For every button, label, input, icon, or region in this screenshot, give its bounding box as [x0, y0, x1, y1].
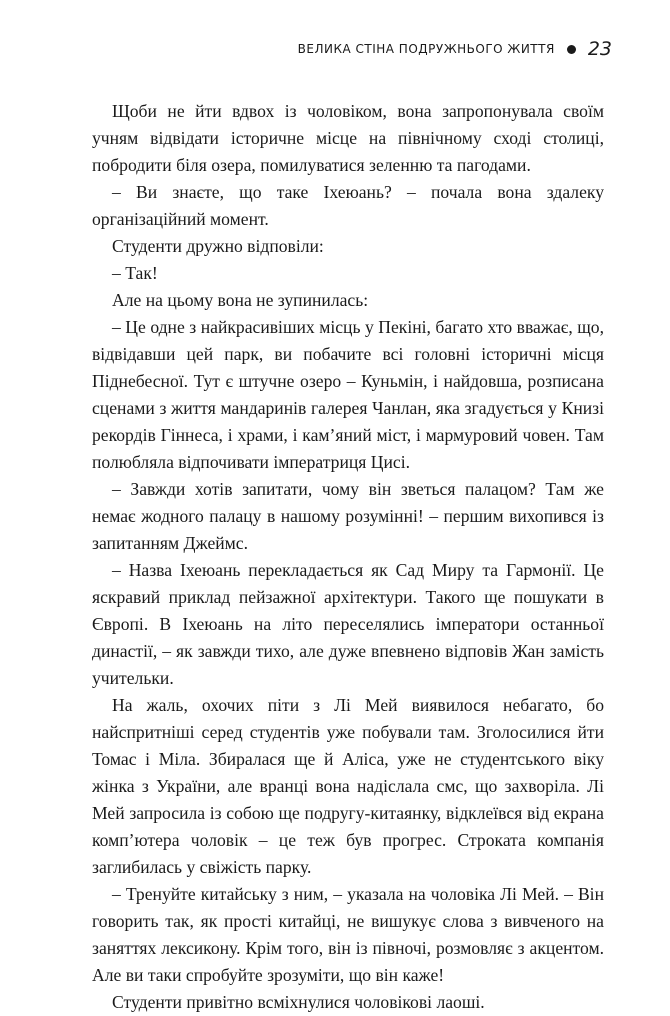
running-title: ВЕЛИКА СТІНА ПОДРУЖНЬОГО ЖИТТЯ [297, 42, 555, 56]
paragraph: – Ви знаєте, що таке Іхеюань? – почала вона здалеку організаційний момент. [92, 182, 604, 229]
paragraph: Студенти дружно відповіли: [112, 236, 324, 256]
paragraph: – Завжди хотів запитати, чому він зветься палацом? Там же немає жодного палацу в нашому розумінні! – першим вихопився із запитанням Джеймс. [92, 479, 604, 553]
paragraph: Щоби не йти вдвох із чоловіком, вона запропонувала своїм учням відвідати історичне місце на північному сході столиці, побродити біля озера, помилуватися зеленню та пагодами. [92, 101, 604, 175]
paragraph: – Так! [112, 263, 158, 283]
paragraph: – Тренуйте китайську з ним, – указала на чоловіка Лі Мей. – Він говорить так, як прості китайці, не вишукує слова з вивченого на заняттях лексикону. Крім того, він із півночі, розмовляє з акцентом. Але ви таки спробуйте зрозуміти, що він каже! [92, 884, 604, 985]
paragraph: – Назва Іхеюань перекладається як Сад Миру та Гармонії. Це яскравий приклад пейзажної архітектури. Такого ще пошукати в Європі. В Іхеюань на літо переселялись імператори останньої династії, – як завжди тихо, але дуже впевнено відповів Жан замість учительки. [92, 560, 604, 688]
paragraph: Але на цьому вона не зупинилась: [112, 290, 369, 310]
paragraph: Студенти привітно всміхнулися чоловікові лаоші. [112, 992, 485, 1012]
page-number: 23 [587, 38, 612, 60]
paragraph: На жаль, охочих піти з Лі Мей виявилося небагато, бо найспритніші серед студентів уже побували там. Зголосилися йти Томас і Міла. Збиралася ще й Аліса, уже не студентського віку жінка з України, але вранці вона надіслала смс, що захворіла. Лі Мей запросила із собою ще подругу-китаянку, відклеївся від екрана комп’ютера чоловік – це теж був прогрес. Строката компанія заглибилась у свіжість парку. [92, 695, 604, 877]
running-head [0, 38, 612, 60]
bullet-separator [567, 45, 576, 54]
paragraph: – Це одне з найкрасивіших місць у Пекіні, багато хто вважає, що, відвідавши цей парк, ви побачите всі головні історичні місця Піднебесної. Тут є штучне озеро – Куньмін, і найдовша, розписана сценами з життя мандаринів галерея Чанлан, яка згадується у Книзі рекордів Гіннеса, і храми, і кам’яний міст, і мармуровий човен. Там полюбляла відпочивати імператриця Цисі. [92, 317, 604, 472]
page-body [92, 98, 604, 1016]
